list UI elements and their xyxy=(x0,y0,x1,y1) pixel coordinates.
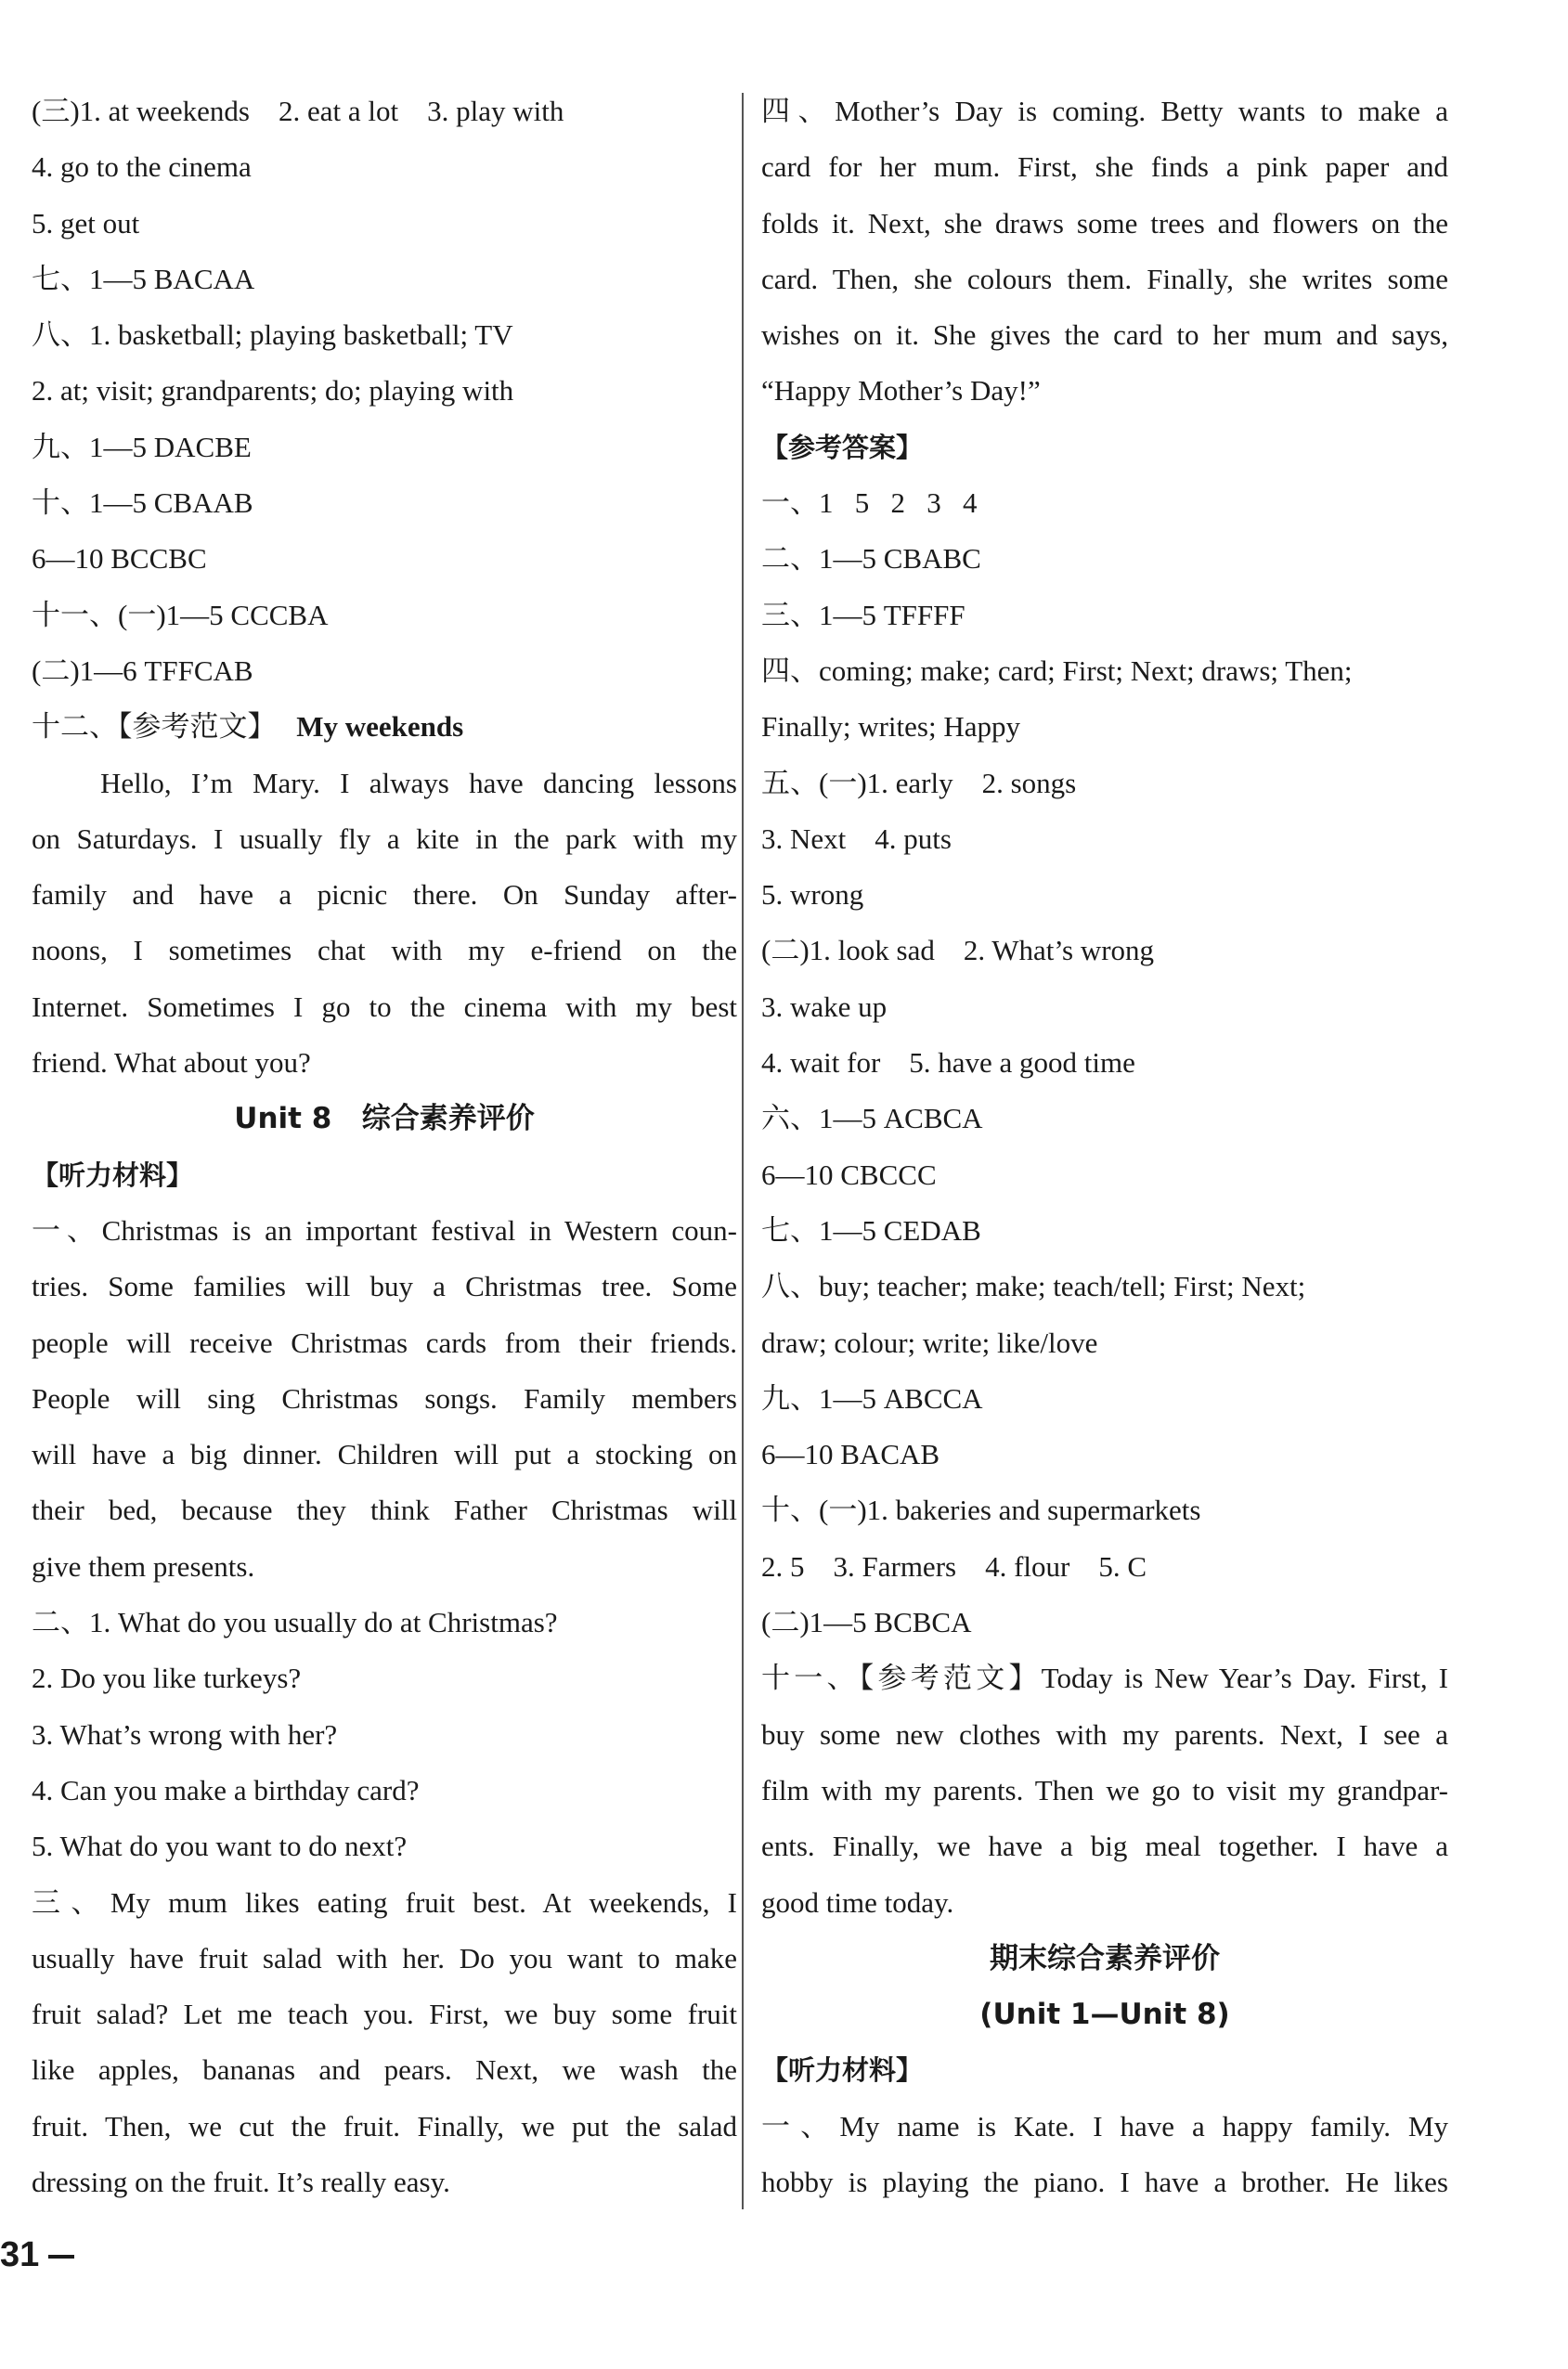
answer-line: 2. at; visit; grandparents; do; playing with xyxy=(32,374,514,408)
passage-line: 一、Christmas is an important festival in Western coun- xyxy=(32,1213,737,1247)
essay-line: on Saturdays. I usually fly a kite in the park with my xyxy=(32,822,737,855)
question-line: 3. What’s wrong with her? xyxy=(32,1717,338,1751)
answer-line: 6—10 BCCBC xyxy=(32,542,207,576)
passage-line: 四、Mother’s Day is coming. Betty wants to make a xyxy=(761,95,1448,127)
answer-line: 三、1—5 TFFFF xyxy=(761,598,965,631)
left-column xyxy=(32,84,737,2210)
essay-line: friend. What about you? xyxy=(32,1046,311,1080)
listening-label: 【听力材料】 xyxy=(32,1159,194,1191)
answer-line: 四、coming; make; card; First; Next; draws; Then; xyxy=(761,654,1353,687)
passage-line: folds it. Next, she draws some trees and flowers on the xyxy=(761,206,1448,239)
passage-line: give them presents. xyxy=(32,1549,255,1583)
answer-line: (二)1—6 TFFCAB xyxy=(32,654,253,687)
passage-line: will have a big dinner. Children will put a stocking on xyxy=(32,1438,737,1471)
answer-line: 6—10 CBCCC xyxy=(761,1158,937,1191)
answer-line: draw; colour; write; like/love xyxy=(761,1326,1098,1359)
question-line: 4. Can you make a birthday card? xyxy=(32,1773,420,1806)
essay-line: Hello, I’m Mary. I always have dancing lessons xyxy=(100,766,737,799)
passage-line: 一、My name is Kate. I have a happy family. My xyxy=(761,2109,1448,2142)
question-line: 二、1. What do you usually do at Christmas? xyxy=(32,1606,558,1639)
answer-line: 十一、(一)1—5 CCCBA xyxy=(32,598,329,631)
unit8-heading: Unit 8 综合素养评价 xyxy=(234,1102,535,1136)
page-footer xyxy=(0,2235,74,2275)
passage-line: hobby is playing the piano. I have a brother. He likes xyxy=(761,2165,1448,2198)
sample-essay-header xyxy=(32,699,737,755)
passage-line: usually have fruit salad with her. Do you want to make xyxy=(32,1941,737,1974)
essay-line: buy some new clothes with my parents. Next, I see a xyxy=(761,1717,1448,1751)
final-heading: 期末综合素养评价 xyxy=(990,1941,1220,1975)
answer-line: 一、1 5 2 3 4 xyxy=(761,486,978,520)
page-number: 31 xyxy=(0,2235,40,2274)
answer-line: 九、1—5 ABCCA xyxy=(761,1381,983,1415)
answer-line: 九、1—5 DACBE xyxy=(32,430,252,463)
answer-line: 七、1—5 CEDAB xyxy=(761,1213,981,1247)
listening-label: 【听力材料】 xyxy=(761,2054,924,2087)
answer-line: 六、1—5 ACBCA xyxy=(761,1102,983,1135)
answer-line: 七、1—5 BACAA xyxy=(32,262,255,295)
answer-line: 4. wait for 5. have a good time xyxy=(761,1046,1135,1080)
answer-line: 5. wrong xyxy=(761,878,864,912)
sample-essay-title: My weekends xyxy=(296,710,464,744)
passage-line: 三、My mum likes eating fruit best. At weekends, I xyxy=(32,1885,737,1919)
answer-line: 6—10 BACAB xyxy=(761,1438,940,1471)
passage-line: wishes on it. She gives the card to her mum and says, xyxy=(761,318,1448,352)
passage-line: fruit salad? Let me teach you. First, we buy some fruit xyxy=(32,1998,737,2031)
footer-dash xyxy=(48,2255,74,2259)
passage-line: card. Then, she colours them. Finally, she writes some xyxy=(761,262,1448,295)
essay-line: ents. Finally, we have a big meal together. I have a xyxy=(761,1830,1448,1863)
answer-line: 八、1. basketball; playing basketball; TV xyxy=(32,318,513,352)
answer-line: Finally; writes; Happy xyxy=(761,710,1020,744)
final-subheading: (Unit 1—Unit 8) xyxy=(979,1998,1230,2032)
question-line: 5. What do you want to do next? xyxy=(32,1830,408,1863)
answer-line: 2. 5 3. Farmers 4. flour 5. C xyxy=(761,1549,1147,1583)
answer-line: 八、buy; teacher; make; teach/tell; First; Next; xyxy=(761,1270,1306,1303)
answer-line: 3. Next 4. puts xyxy=(761,822,952,855)
passage-line: fruit. Then, we cut the fruit. Finally, we put the salad xyxy=(32,2109,737,2142)
passage-line: dressing on the fruit. It’s really easy. xyxy=(32,2165,450,2198)
passage-line: tries. Some families will buy a Christmas tree. Some xyxy=(32,1270,737,1303)
answers-label: 【参考答案】 xyxy=(761,431,924,463)
passage-line: people will receive Christmas cards from their friends. xyxy=(32,1326,737,1359)
column-divider xyxy=(742,93,744,2209)
essay-line: family and have a picnic there. On Sunday after- xyxy=(32,878,737,912)
passage-line: their bed, because they think Father Christmas will xyxy=(32,1494,737,1527)
essay-line: good time today. xyxy=(761,1885,954,1919)
answer-line: 4. go to the cinema xyxy=(32,150,252,184)
passage-line: card for her mum. First, she finds a pink paper and xyxy=(761,150,1448,184)
essay-line: film with my parents. Then we go to visit my grandpar- xyxy=(761,1773,1448,1806)
answer-line: (二)1. look sad 2. What’s wrong xyxy=(761,934,1155,967)
answer-line: (三)1. at weekends 2. eat a lot 3. play with xyxy=(32,95,564,127)
essay-line: Internet. Sometimes I go to the cinema with my best xyxy=(32,990,737,1023)
right-column xyxy=(761,84,1448,2210)
answer-line: 5. get out xyxy=(32,206,140,239)
passage-line: like apples, bananas and pears. Next, we wash the xyxy=(32,2053,737,2087)
answer-line: 十、(一)1. bakeries and supermarkets xyxy=(761,1494,1201,1527)
answer-line: 十、1—5 CBAAB xyxy=(32,486,253,520)
passage-line: People will sing Christmas songs. Family members xyxy=(32,1381,737,1415)
answer-line: (二)1—5 BCBCA xyxy=(761,1606,972,1639)
sample-essay-label: 十二、【参考范文】 xyxy=(32,710,277,744)
question-line: 2. Do you like turkeys? xyxy=(32,1662,302,1695)
answer-line: 二、1—5 CBABC xyxy=(761,542,981,576)
answer-line: 3. wake up xyxy=(761,990,888,1023)
essay-line: 十一、【参考范文】Today is New Year’s Day. First, I xyxy=(761,1662,1448,1695)
answer-line: 五、(一)1. early 2. songs xyxy=(761,766,1077,799)
essay-line: noons, I sometimes chat with my e-friend on the xyxy=(32,934,737,967)
passage-line: “Happy Mother’s Day!” xyxy=(761,374,1041,408)
